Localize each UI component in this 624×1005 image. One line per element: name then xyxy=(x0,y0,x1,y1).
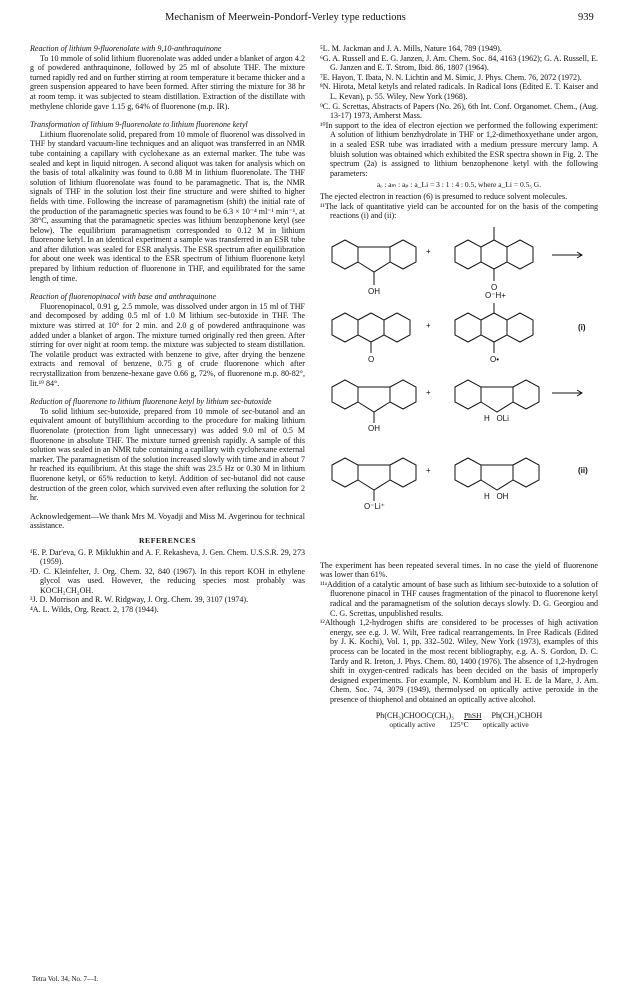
fluorenol-structure xyxy=(332,240,416,285)
reference-item: ³J. D. Morrison and R. W. Ridgway, J. Org. Chem. 39, 3107 (1974). xyxy=(30,595,249,605)
reaction-scheme xyxy=(320,225,598,555)
footer-note: Tetra Vol. 34, No. 7—I. xyxy=(32,975,99,983)
label-o-bottom: O xyxy=(491,282,498,292)
fluorenol-structure-2 xyxy=(332,380,416,423)
lithium-fluorenolate-structure xyxy=(455,380,539,412)
reactant: Ph(CH₃)CHOOC(CH₃)₃ xyxy=(375,710,454,720)
right-column xyxy=(320,44,598,730)
reaction-equation xyxy=(320,711,598,730)
page-number: 939 xyxy=(578,12,594,23)
label-h-oh: H OH xyxy=(484,491,509,501)
paragraph: To solid lithium sec-butoxide, prepared from 10 mmole of sec-butanol and an equivalent amount of butyllithium according to the procedure for making lithium fluorenolate (protection from light unnecessary) was added 9.0 ml of 0.5 M fluorenone in absolute THF. The mixture turned greenish rapidly. A sample of this solution was sealed in an NMR tube containing a capillary with cyclohexane external marker. The paramagnetism of the solution increased slowly with time and in about 7 hr reached its equilibrium. At this stage the shift was 23.5 Hz or 0.30 M in lithium fluorenone ketyl, or 65% reduction to ketyl. Addition of sec-butanol did not cause destruction of the green color, which survived even after refluxing the solution for 2 hr. xyxy=(30,406,305,503)
product: Ph(CH₃)CHOH xyxy=(491,710,543,720)
product-note: optically active xyxy=(482,720,529,730)
fluorenone-ketyl-structure xyxy=(332,458,416,501)
fluorenol-product-structure xyxy=(455,458,539,490)
section-title: Reaction of fluorenopinacol with base and anthraquinone xyxy=(30,292,217,302)
label-reaction-i: (i) xyxy=(578,322,586,332)
label-o-radical: O• xyxy=(490,354,500,364)
reference-item: ²D. C. Kleinfelter, J. Org. Chem. 32, 840 (1967). In this report KOH in ethylene glycol was used. However, the reducing species most probably was KOCH₂CH₂OH. xyxy=(30,566,305,595)
section-title: Reaction of lithium 9-fluorenolate with 9,10-anthraquinone xyxy=(30,44,222,53)
label-h-oli: H OLi xyxy=(484,413,509,423)
reference-item: ⁶G. A. Russell and E. G. Janzen, J. Am. Chem. Soc. 84, 4163 (1962); G. A. Russell, E. G. Janzen and E. T. Strom, Ibid. 86, 1807 (1964). xyxy=(320,53,598,73)
acknowledgement: Acknowledgement—We thank Mrs M. Voyadji and Miss M. Avgerinou for technical assistance. xyxy=(30,511,305,531)
references-heading: REFERENCES xyxy=(138,535,197,545)
label-reaction-ii: (ii) xyxy=(578,465,588,475)
paragraph: Lithium fluorenolate solid, prepared from 10 mmole of fluorenol was dissolved in THF by standard vacuum-line techniques and an aliquot was transferred in an NMR tube containing a capillary with cyclohexane as an external marker. The tube was sealed and kept in liquid nitrogen. A second aliquot was taken for analysis which on the basis of total alkalinity was found to 0.88 M in lithium fluorenolate. The THF solution of lithium fluorenolate was found to be paramagnetic. That is, the NMR signals of THF in the solution lost their fine structure and were shifted to higher fields with time. Following the increase of paramagnetism (shift) the initial rate of the production of the paramagnetic species was found to be 6.3 × 10⁻⁴ ml⁻¹ min⁻¹, at 38°C, assuming that the paramagnetic species was lithium benzophenone ketyl (see below). The equilibrium paramagnetism corresponded to 0.12 M in lithium fluorenone ketyl. In an identical experiment a sample was transferred in an ESR tube and after dilution was sealed for ESR analysis. The ESR spectrum after equilibration for about one week was identical to the ESR spectrum of lithium fluorenone ketyl prepared by lithium reduction of fluorenone in THF, and equilibrated for the same length of time. xyxy=(30,129,305,283)
running-header xyxy=(0,12,624,28)
reference-item: ¹⁰In support to the idea of electron ejection we performed the following experiment: A solution of lithium benzhydrolate in THF or 1,2-dimethoxyethane under argon, in a sealed ESR tube was irradiated with a medium pressure mercury lamp. A bluish solution was obtained which exhibited the ESR spectra shown in Fig. 2. The spectrum (2a) is assigned to lithium benzophenone ketyl with the following parameters: xyxy=(320,120,598,178)
label-oh: OH xyxy=(368,423,380,433)
anthraquinone-structure xyxy=(455,227,533,281)
fluorenone-structure xyxy=(332,313,410,353)
left-column xyxy=(30,44,305,615)
reference-item: ¹E. P. Dar'eva, G. P. Miklukhin and A. F. Rekasheva, J. Gen. Chem. U.S.S.R. 29, 273 (1959). xyxy=(30,547,305,567)
label-plus: + xyxy=(426,320,431,330)
reference-item: ⁴A. L. Wilds, Org. React. 2, 178 (1944). xyxy=(30,605,159,615)
label-plus: + xyxy=(426,387,431,397)
paragraph: The experiment has been repeated several times. In no case the yield of fluorenone was lower than 61%. xyxy=(320,560,598,580)
reference-item: ⁹C. G. Screttas, Abstracts of Papers (No. 26), 6th Int. Conf. Organomet. Chem., (Aug. 13-17) 1973, Amherst Mass. xyxy=(320,101,598,121)
label-oh: OH xyxy=(368,286,380,296)
paragraph: Fluorenopinacol, 0.91 g, 2.5 mmole, was dissolved under argon in 15 ml of THF and decomposed by adding 0.5 ml of 1.0 M lithium sec-butoxide in THF. The mixture was stirred at 10° for 2 min. and 2.0 g of powdered anthraquinone was added under a blanket of argon. The mixture turned originally red then green. After stirring for over night at room temp. the mixture was subjected to steam distillation. The volatile product was extracted with benzene to give, after drying the benzene extracts and removal of benzene, 0.75 g of crude fluorenone which after recrystallization from benzene-hexane gave 0.66 g, 72%, of fluorenone m.p. 80-82°, lit.¹⁹ 84°. xyxy=(30,301,305,388)
reference-item: ⁵L. M. Jackman and J. A. Mills, Nature 164, 789 (1949). xyxy=(320,44,502,53)
reagent: PhSH xyxy=(464,710,482,720)
reference-item: ¹¹ᵃAddition of a catalytic amount of base such as lithium sec-butoxide to a solution of fluorenone pinacol in THF causes fragmentation of the pinacol to fluorenone ketyl radical and the paramagnetism of the solution decays slowly. D. G. Georgiou and C. G. Screttas, unpublished results. xyxy=(320,579,598,618)
label-oli-radical: O⁻Li⁺ xyxy=(364,501,385,511)
label-oh-plus: O⁻H+ xyxy=(485,290,506,300)
label-o: O xyxy=(368,354,375,364)
label-plus: + xyxy=(426,465,431,475)
reference-item: ¹¹The lack of quantitative yield can be accounted for on the basis of the competing reactions (i) and (ii): xyxy=(320,201,598,221)
paragraph: To 10 mmole of solid lithium fluorenolate was added under a blanket of argon 4.2 g of powdered anthraquinone, followed by 25 ml of absolute THF. The mixture turned rapidly red and on further stirring at room temperature it became thicker and a green suspension appeared to have been formed. After stirring the mixture for 38 hr at room temp. it was subjected to steam distillation. Extraction of the distillate with methylene chloride gave 1.15 g, 64% of fluorenone (m.p. IR). xyxy=(30,53,305,111)
label-plus: + xyxy=(426,246,431,256)
scheme-drawing xyxy=(320,225,598,555)
paragraph: The ejected electron in reaction (6) is presumed to reduce solvent molecules. xyxy=(320,191,568,201)
condition: 125°C xyxy=(449,720,469,730)
hfs-parameters: aₒ : aₘ : aₚ : a_Li = 3 : 1 : 4 : 0.5, where a_Li = 0.5₅ G. xyxy=(376,180,542,190)
section-title: Reduction of fluorenone to lithium fluorenone ketyl by lithium sec-butoxide xyxy=(30,397,272,407)
reactant-note: optically active xyxy=(389,720,436,730)
reference-item: ⁷E. Hayon, T. Ibata, N. N. Lichtin and M. Simic, J. Phys. Chem. 76, 2072 (1972). xyxy=(320,72,582,82)
reference-item: ¹²Although 1,2-hydrogen shifts are considered to be processes of high activation energy, see e.g. J. W. Wilt, Free radical rearrangements. In Free Radicals (Edited by J. K. Kochi), Vol. 1, pp. 332–502. Wiley, New York (1973), examples of this process can be located in the most recent bibliography, e.g. A. S. Gordon, D. C. Tardy and R. Ireton, J. Phys. Chem. 80, 1400 (1976). The absence of 1,2-hydrogen shift in oxygen-centred radicals has been decided on the basis of improperly designed experiments. For example, N. Kornblum and H. E. de la Mare, J. Am. Chem. Soc. 74, 3079 (1949), thermolysed on optically active peroxide in the presence of thiophenol and obtained an optically active alcohol. xyxy=(320,618,598,704)
section-title: Transformation of lithium 9-fluorenolate to lithium fluorenone ketyl xyxy=(30,120,248,130)
reference-item: ⁸N. Hirota, Metal ketyls and related radicals. In Radical Ions (Edited E. T. Kaiser and L. Kevan), p. 55. Wiley, New York (1968). xyxy=(320,82,598,101)
semiquinone-structure xyxy=(455,303,533,353)
running-title: Mechanism of Meerwein-Pondorf-Verley type reductions xyxy=(165,12,406,23)
